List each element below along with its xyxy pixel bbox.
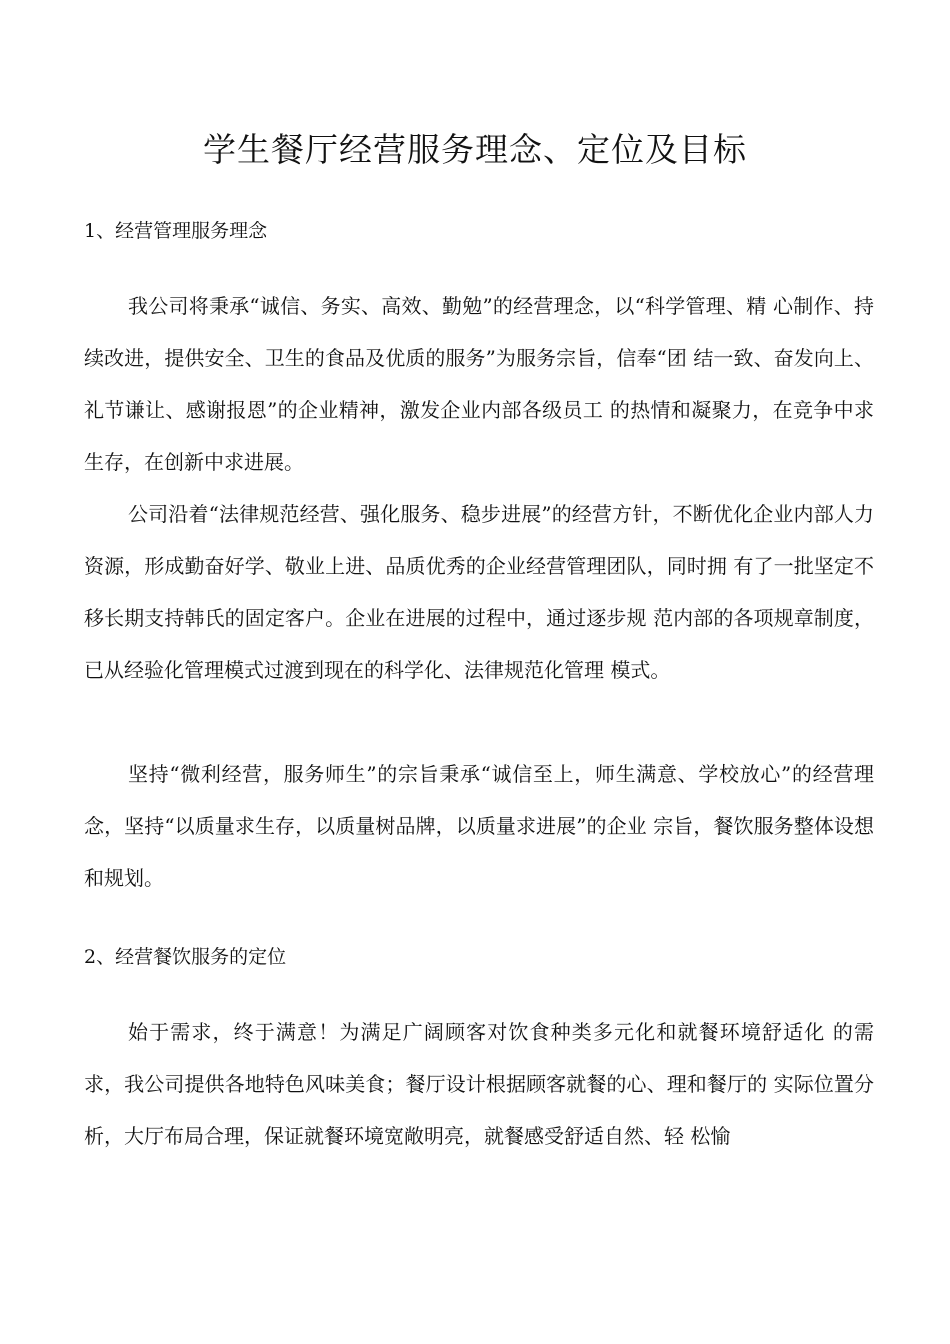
paragraph: 公司沿着“法律规范经营、强化服务、稳步进展”的经营方针，不断优化企业内部人力资源，形成勤奋好学、敬业上进、品质优秀的企业经营管理团队，同时拥 有了一批坚定不移长期支持韩氏的固定客户。企业在进展的过程中，通过逐步规 范内部的各项规章制度，已从经验化管理模式过渡到现在的科学化、法律规范化管理 模式。 (84, 502, 874, 682)
paragraph: 始于需求，终于满意！为满足广阔顾客对饮食种类多元化和就餐环境舒适化 的需求，我公司提供各地特色风味美食；餐厅设计根据顾客就餐的心、理和餐厅的 实际位置分析，大厅布局合理，保证就餐环境宽敞明亮，就餐感受舒适自然、轻 松愉 (84, 1020, 874, 1148)
paragraph: 我公司将秉承“诚信、务实、高效、勤勉”的经营理念，以“科学管理、精 心制作、持续改进，提供安全、卫生的食品及优质的服务”为服务宗旨，信奉“团 结一致、奋发向上、礼节谦让、感谢报恩”的企业精神，激发企业内部各级员工 的热情和凝聚力，在竞争中求生存，在创新中求进展。 (84, 294, 874, 474)
document-title: 学生餐厅经营服务理念、定位及目标 (203, 130, 747, 169)
section-heading: 2、经营餐饮服务的定位 (84, 946, 287, 968)
paragraph: 坚持“微利经营，服务师生”的宗旨秉承“诚信至上，师生满意、学校放心”的经营理念，坚持“以质量求生存，以质量树品牌，以质量求进展”的企业 宗旨，餐饮服务整体设想和规划。 (84, 762, 874, 890)
section-heading: 1、经营管理服务理念 (84, 220, 268, 242)
